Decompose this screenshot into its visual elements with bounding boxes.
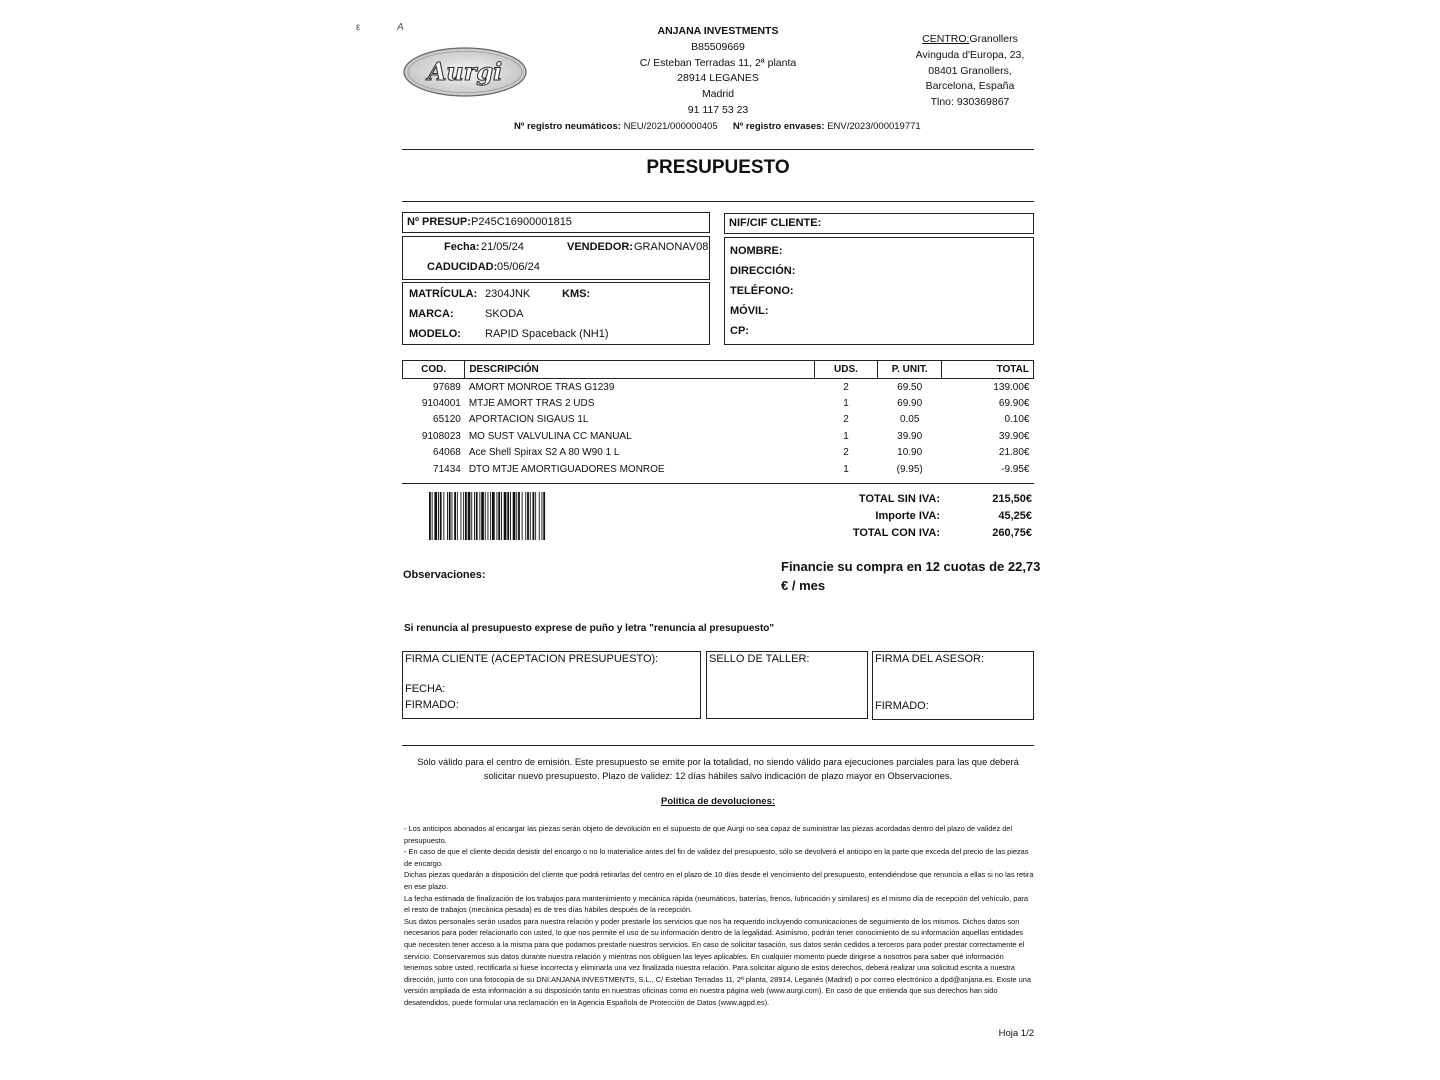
scan-mark-left: ε xyxy=(356,22,361,33)
presup-label: Nº PRESUP: xyxy=(407,216,471,228)
marca-value: SKODA xyxy=(485,308,524,320)
barcode-bar xyxy=(429,492,431,540)
total-sin-iva-value: 215,50€ xyxy=(992,493,1032,505)
barcode-bar xyxy=(449,492,451,540)
total-con-iva-value: 260,75€ xyxy=(992,527,1032,539)
item-punit: (9.95) xyxy=(896,463,923,475)
barcode-bar xyxy=(501,492,502,540)
logo-text: Aurgi xyxy=(427,57,503,86)
item-punit: 69.90 xyxy=(897,398,923,410)
asesor-firmado-label: FIRMADO: xyxy=(875,700,929,712)
neu-label: Nº registro neumáticos: xyxy=(514,121,621,132)
barcode-bar xyxy=(461,492,462,540)
barcode-bar xyxy=(543,492,545,540)
item-desc: AMORT MONROE TRAS G1239 xyxy=(468,381,615,393)
divider-top xyxy=(402,149,1034,150)
policy-paragraph: - En caso de que el cliente decida desistir del encargo o no lo materialice antes del fin de validez del presupuesto, sólo se devolverá el anticipo en la parte que exceda del precio de las piezas de encargo. xyxy=(404,847,1029,868)
nif-label: NIF/CIF CLIENTE: xyxy=(729,217,822,229)
policy-paragraph: La fecha estimada de finalización de los trabajos para mantenimiento y mecánica rápida (neumáticos, baterías, frenos, lubricación y similares) es el mismo día de recepción del vehículo, para el resto de trabajos (mecánica pesada) es de tres días hábiles después de la recepción. xyxy=(404,893,1029,915)
scan-mark-right: A xyxy=(397,22,404,33)
barcode-bar xyxy=(525,492,526,540)
fecha-label: Fecha: xyxy=(444,241,480,253)
item-desc: DTO MTJE AMORTIGUADORES MONROE xyxy=(468,463,665,475)
company-address1: C/ Esteban Terradas 11, 2ª planta xyxy=(639,56,797,69)
validity-note xyxy=(402,755,1034,783)
observaciones-label: Observaciones: xyxy=(403,569,486,581)
item-total: -9.95€ xyxy=(1001,463,1030,475)
item-total: 69.90€ xyxy=(998,398,1030,410)
env-value: ENV/2023/000019771 xyxy=(827,121,921,132)
item-desc: MO SUST VALVULINA CC MANUAL xyxy=(468,430,632,442)
caducidad-label: CADUCIDAD: xyxy=(427,261,498,273)
item-uds: 1 xyxy=(843,463,849,475)
direccion-label: DIRECCIÓN: xyxy=(730,265,796,277)
sello-taller-box xyxy=(706,651,868,719)
matricula-label: MATRÍCULA: xyxy=(409,288,478,300)
barcode-bar xyxy=(518,492,520,540)
dates-box xyxy=(402,236,710,280)
firma-asesor-label: FIRMA DEL ASESOR: xyxy=(875,653,985,665)
item-cod: 9104001 xyxy=(421,398,461,410)
kms-label: KMS: xyxy=(562,288,591,300)
barcode-bar xyxy=(527,492,529,540)
barcode-bar xyxy=(497,492,498,540)
barcode-bar xyxy=(476,492,478,540)
page-number: Hoja 1/2 xyxy=(998,1028,1034,1039)
divider-items xyxy=(402,483,1034,484)
barcode-bar xyxy=(498,492,500,540)
env-label: Nº registro envases: xyxy=(732,121,825,132)
barcode-bar xyxy=(481,492,484,540)
nombre-label: NOMBRE: xyxy=(730,245,783,257)
barcode-bar xyxy=(513,492,516,540)
modelo-label: MODELO: xyxy=(409,328,461,340)
barcode-bar xyxy=(533,492,535,540)
barcode-bar xyxy=(440,492,442,540)
modelo-value: RAPID Spaceback (NH1) xyxy=(485,328,609,340)
caducidad-value: 05/06/24 xyxy=(497,261,540,273)
presup-box xyxy=(402,212,710,233)
barcode-bar xyxy=(485,492,486,540)
vendedor-value: GRANONAV08 xyxy=(634,241,709,253)
item-uds: 1 xyxy=(843,430,849,442)
barcode-bar xyxy=(492,492,495,540)
item-cod: 64068 xyxy=(433,447,461,459)
item-punit: 69.50 xyxy=(897,381,923,393)
policy-paragraph: Dichas piezas quedarán a disposición del cliente que podrá retirarlas del centro en el plazo de 10 días desde el vencimiento del presupuesto, entendiéndose que renuncia a ellas si no las retira en ese plazo. xyxy=(404,870,1034,891)
barcode-bar xyxy=(457,492,458,540)
aurgi-logo xyxy=(402,46,528,98)
barcode-bar xyxy=(535,492,536,540)
firma-firmado-label: FIRMADO: xyxy=(405,699,459,711)
centro-label: CENTRO: xyxy=(922,33,970,45)
totals-labels xyxy=(820,491,940,542)
item-punit: 0.05 xyxy=(899,414,920,426)
total-con-iva-label: TOTAL CON IVA: xyxy=(852,527,940,539)
firma-fecha-label: FECHA: xyxy=(405,683,446,695)
centro-line2: 08401 Granollers, xyxy=(928,64,1012,77)
item-cod: 9108023 xyxy=(421,430,461,442)
policy-title: Política de devoluciones: xyxy=(660,796,776,807)
barcode-bar xyxy=(542,492,543,540)
company-block xyxy=(598,24,838,119)
barcode-bar xyxy=(516,492,517,540)
document-title: PRESUPUESTO xyxy=(646,157,790,178)
vehicle-box xyxy=(402,282,710,345)
barcode-bar xyxy=(474,492,475,540)
barcode-bar xyxy=(488,492,489,540)
company-phone: 91 117 53 23 xyxy=(687,103,749,116)
barcode-bar xyxy=(504,492,507,540)
cp-label: CP: xyxy=(730,325,749,337)
policy-paragraph: - Los anticipos abonados al encargar las piezas serán objeto de devolución en el supuesto de que Aurgi no sea capaz de suministrar las piezas acordadas dentro del plazo de validez del presupuesto. xyxy=(404,824,1013,845)
vendedor-label: VENDEDOR: xyxy=(567,241,634,253)
table-row xyxy=(403,412,1034,428)
sello-taller-label: SELLO DE TALLER: xyxy=(709,653,810,665)
item-total: 39.90€ xyxy=(998,430,1030,442)
item-desc: APORTACION SIGAUS 1L xyxy=(468,414,589,426)
item-uds: 2 xyxy=(843,381,849,393)
policy-paragraph: Sus datos personales serán usados para nuestra relación y poder prestarle los servicios que nos ha requerido incluyendo comunicaciones de seguimiento de los mismos. Dichos datos son necesarios para poder relacionarlo con usted, lo que nos permite el uso de su información dentro de la legalidad. Asimismo, podrán tener conocimiento de su información aquellas entidades que necesiten tener acceso a la misma para que podamos prestarle nuestros servicios. En caso de solicitar tasación, sus datos serán cedidos a terceros para poder prestar correctamente el servicio. Conservaremos sus datos durante nuestra relación y mientras nos obliguen las leyes aplicables. En cualquier momento puede dirigirse a nosotros para saber qué información tenemos sobre usted, rectificarla si fuese incorrecta y eliminarla una vez finalizada nuestra relación. Para solicitar alguno de estos derechos, deberá realizar una solicitud escrita a nuestra dirección, junto con una fotocopia de su DNI:ANJANA INVESTMENTS, S.L., C/ Esteban Terradas 11, 2ª planta, 28914, Leganés (Madrid) o por correo electrónico a dpd@anjana.es. Existe una versión ampliada de esta información a su disposición tanto en nuestras oficinas como en nuestra página web (www.aurgi.com). En caso de que entienda que sus derechos han sido desatendidos, puede formular una reclamación en la Agencia Española de Protección de Datos (www.agpd.es). xyxy=(404,916,1032,1007)
centro-block xyxy=(900,32,1040,111)
movil-label: MÓVIL: xyxy=(730,305,769,317)
item-desc: Ace Shell Spirax S2 A 80 W90 1 L xyxy=(468,447,620,459)
barcode-bar xyxy=(510,492,511,540)
financing-line1: Financie su compra en 12 cuotas de 22,73 xyxy=(781,559,1041,574)
table-row xyxy=(403,445,1034,461)
table-row xyxy=(403,428,1034,444)
item-cod: 65120 xyxy=(433,414,461,426)
totals-values xyxy=(950,491,1032,542)
nif-box xyxy=(724,213,1034,234)
col-punit-header: P. UNIT. xyxy=(878,361,942,379)
table-row xyxy=(403,395,1034,411)
barcode-bar xyxy=(463,492,464,540)
table-row xyxy=(403,461,1034,477)
importe-iva-value: 45,25€ xyxy=(998,510,1032,522)
barcode-bar xyxy=(465,492,467,540)
barcode-bar xyxy=(438,492,439,540)
validity-line2: solicitar nuevo presupuesto. Plazo de validez: 12 días hábiles salvo indicación de plazo mayor en Observaciones. xyxy=(483,771,953,781)
col-desc-header: DESCRIPCIÓN xyxy=(465,361,814,379)
policy-text xyxy=(404,823,1034,1009)
barcode xyxy=(428,492,546,540)
barcode-bar xyxy=(432,492,433,540)
neu-value: NEU/2021/000000405 xyxy=(623,121,718,132)
item-uds: 2 xyxy=(843,414,849,426)
financing-note xyxy=(781,557,1041,595)
col-uds-header: UDS. xyxy=(814,361,878,379)
barcode-bar xyxy=(447,492,448,540)
item-punit: 10.90 xyxy=(897,447,923,459)
firma-asesor-box xyxy=(872,651,1034,720)
divider-bottom xyxy=(402,745,1034,746)
firma-cliente-box xyxy=(402,651,701,719)
barcode-bar xyxy=(443,492,444,540)
barcode-bar xyxy=(539,492,540,540)
barcode-bar xyxy=(454,492,456,540)
items-table xyxy=(402,360,1034,477)
items-header-row xyxy=(403,361,1034,379)
centro-phone: Tlno: 930369867 xyxy=(930,96,1010,109)
col-total-header: TOTAL xyxy=(942,361,1034,379)
divider-title xyxy=(402,201,1034,202)
marca-label: MARCA: xyxy=(409,308,454,320)
firma-cliente-label: FIRMA CLIENTE (ACEPTACION PRESUPUESTO): xyxy=(405,653,659,665)
company-cif: B85509669 xyxy=(691,40,745,53)
centro-line3: Barcelona, España xyxy=(925,80,1015,93)
col-cod-header: COD. xyxy=(403,361,465,379)
renuncia-note: Si renuncia al presupuesto exprese de puño y letra "renuncia al presupuesto" xyxy=(404,623,775,634)
client-box xyxy=(724,237,1034,345)
item-punit: 39.90 xyxy=(897,430,923,442)
barcode-bar xyxy=(434,492,437,540)
presup-value: P245C16900001815 xyxy=(471,216,572,228)
barcode-bar xyxy=(452,492,453,540)
item-total: 21.80€ xyxy=(998,447,1030,459)
centro-line1: Avinguda d'Europa, 23, xyxy=(915,48,1025,61)
validity-line1: Sólo válido para el centro de emisión. Este presupuesto se emite por la totalidad, no siendo válido para ejecuciones parciales para las que deberá xyxy=(417,757,1019,767)
fecha-value: 21/05/24 xyxy=(481,241,524,253)
item-total: 139.00€ xyxy=(993,381,1030,393)
barcode-bar xyxy=(522,492,523,540)
telefono-label: TELÉFONO: xyxy=(730,285,794,297)
barcode-bar xyxy=(530,492,531,540)
registry-line xyxy=(514,121,921,132)
item-uds: 1 xyxy=(843,398,849,410)
barcode-bar xyxy=(490,492,491,540)
item-uds: 2 xyxy=(843,447,849,459)
item-cod: 71434 xyxy=(433,463,461,475)
matricula-value: 2304JNK xyxy=(485,288,531,300)
importe-iva-label: Importe IVA: xyxy=(875,510,940,522)
total-sin-iva-label: TOTAL SIN IVA: xyxy=(858,493,940,505)
company-city: Madrid xyxy=(701,88,735,101)
company-address2: 28914 LEGANES xyxy=(677,72,759,85)
item-total: 0.10€ xyxy=(1004,414,1030,426)
item-cod: 97689 xyxy=(433,381,461,393)
barcode-bar xyxy=(471,492,472,540)
barcode-bar xyxy=(507,492,509,540)
financing-line2: € / mes xyxy=(781,578,826,593)
barcode-bar xyxy=(479,492,480,540)
table-row xyxy=(403,379,1034,396)
centro-name: Granollers xyxy=(969,33,1018,45)
barcode-bar xyxy=(468,492,471,540)
company-name: ANJANA INVESTMENTS xyxy=(657,25,779,37)
item-desc: MTJE AMORT TRAS 2 UDS xyxy=(468,398,595,410)
